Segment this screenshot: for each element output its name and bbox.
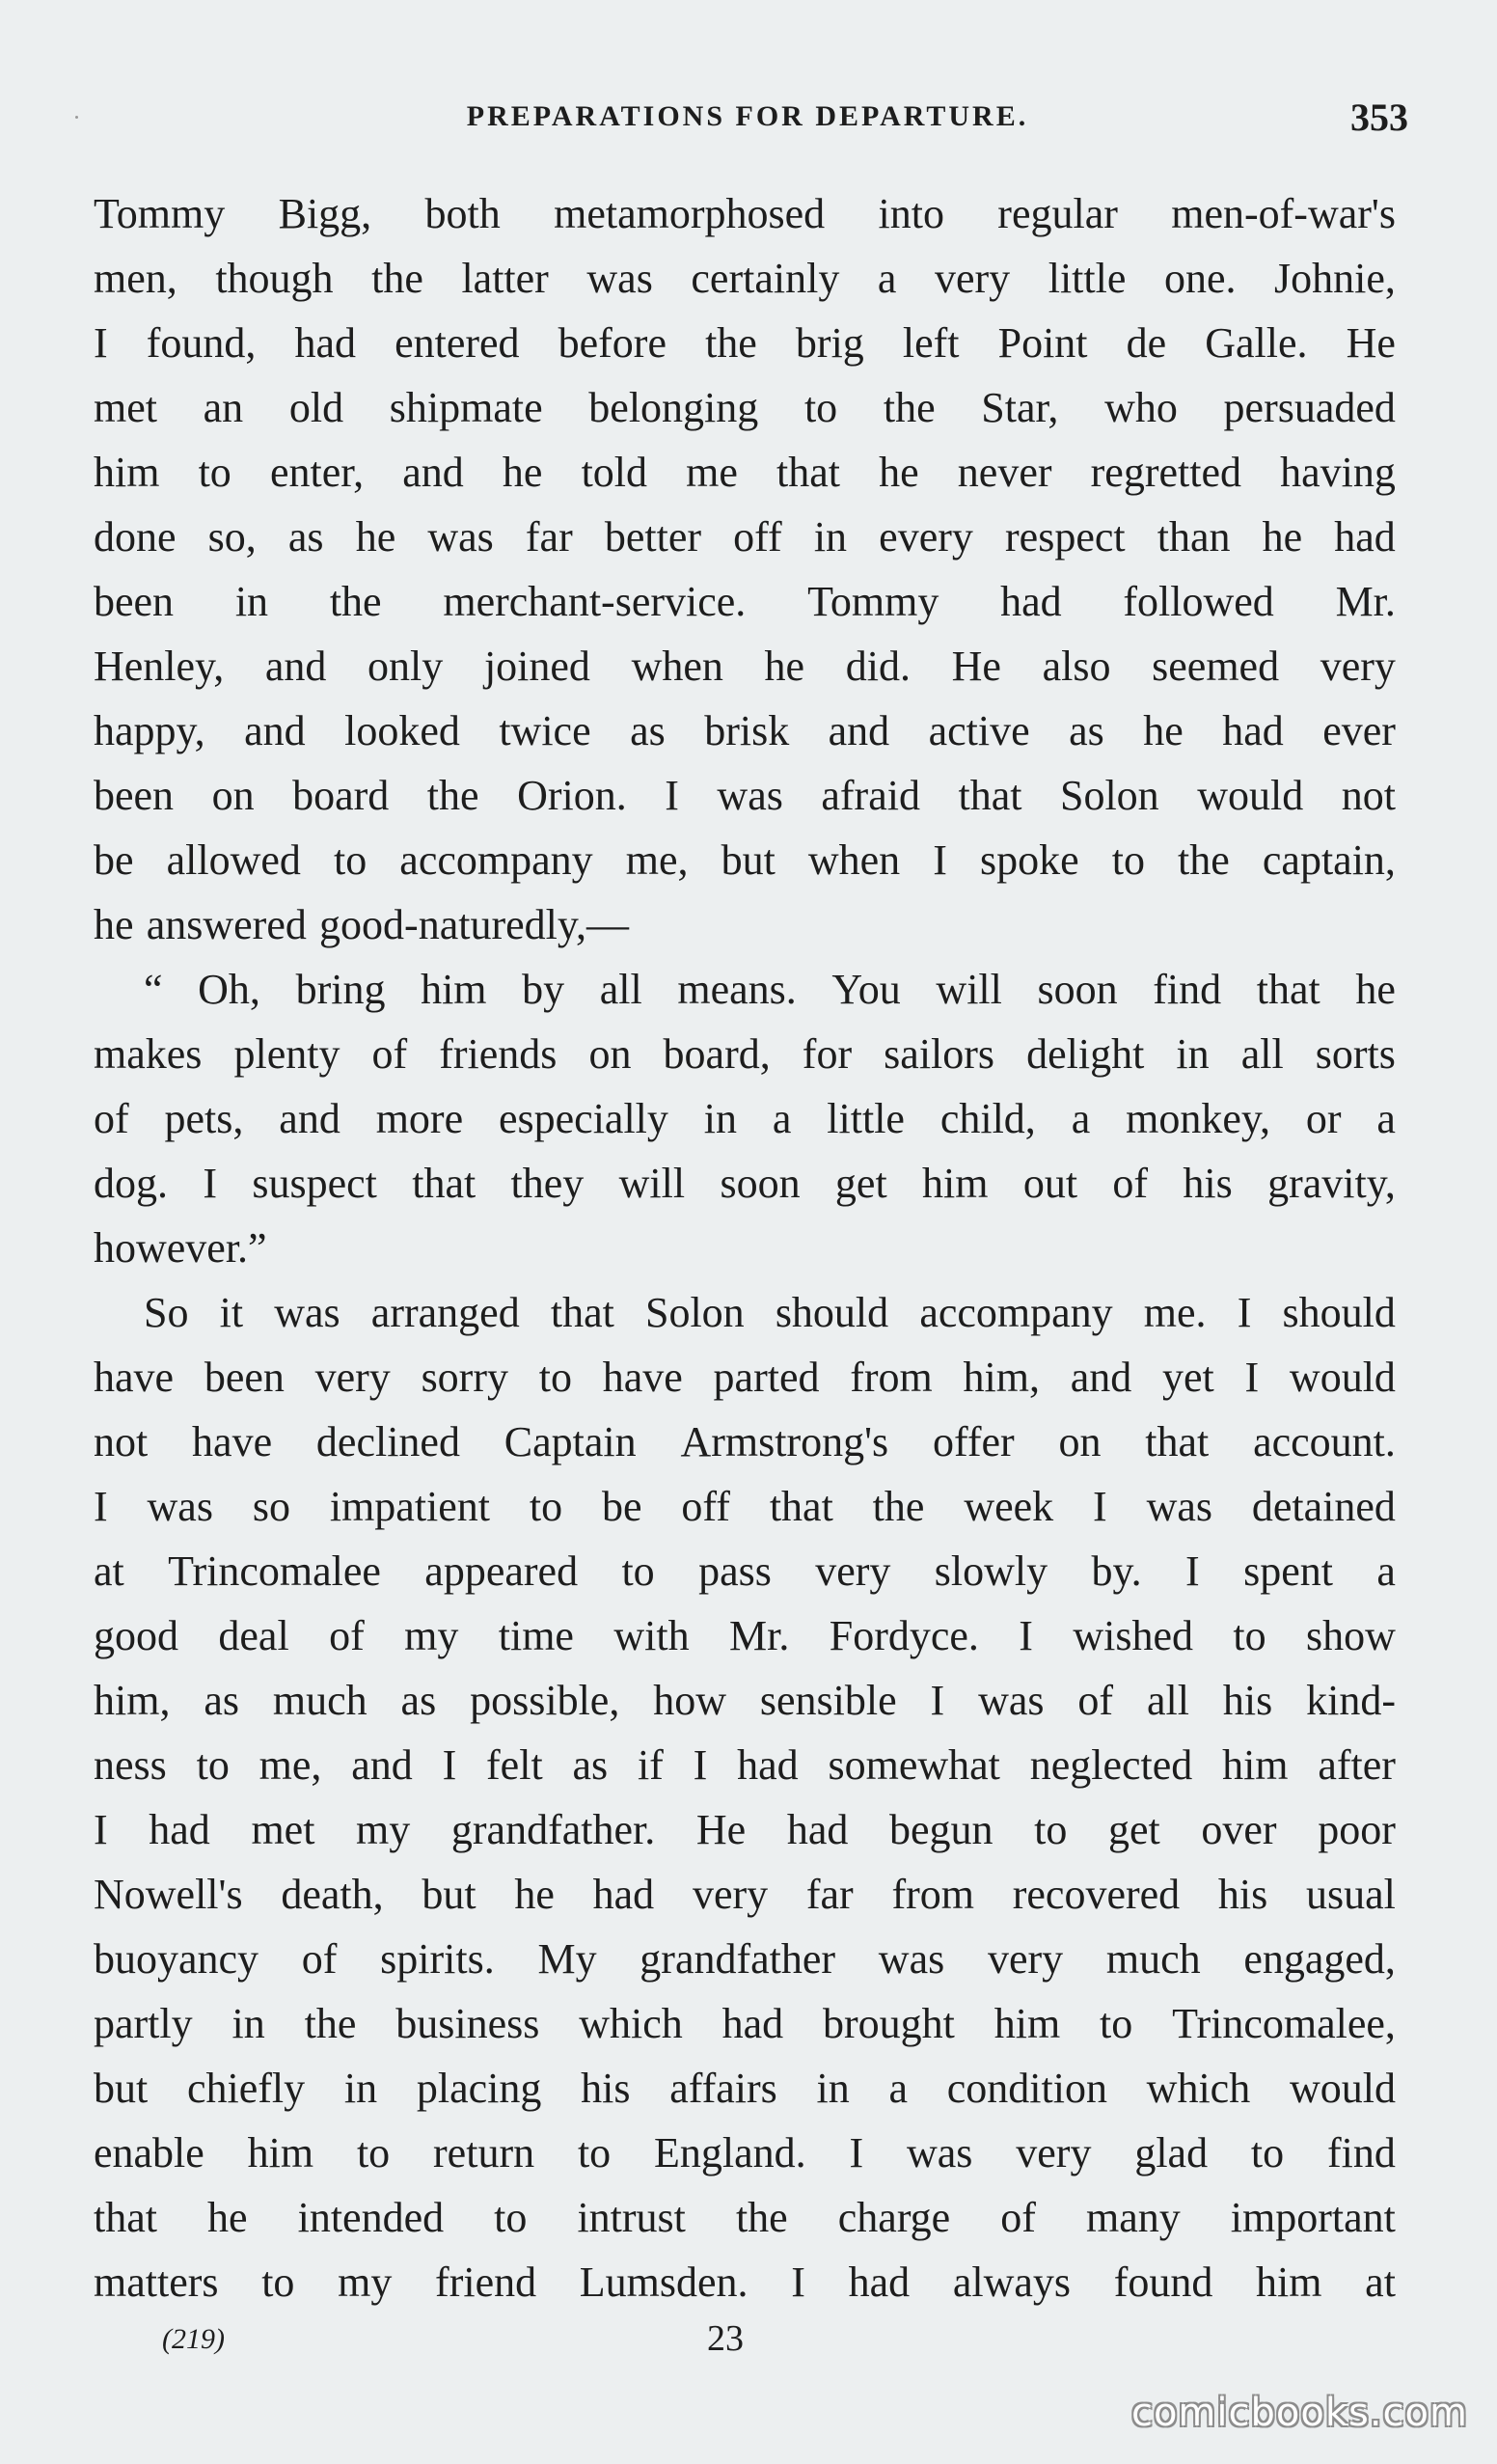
text-line: him, as much as possible, how sensible I was of all his kind- <box>94 1677 1396 1724</box>
printer-signature: (219) <box>162 2323 225 2355</box>
text-line: done so, as he was far better off in every respect than he had <box>94 513 1396 561</box>
text-line: matters to my friend Lumsden. I had always found him at <box>94 2259 1396 2306</box>
body-text <box>94 181 1396 2314</box>
page-footer <box>162 2317 1127 2366</box>
text-line: I found, had entered before the brig left Point de Galle. He <box>94 319 1396 367</box>
text-line: good deal of my time with Mr. Fordyce. I wished to show <box>94 1612 1396 1659</box>
page-number: 353 <box>1350 96 1408 139</box>
text-line: been on board the Orion. I was afraid that Solon would not <box>94 772 1396 819</box>
text-line: happy, and looked twice as brisk and active as he had ever <box>94 707 1396 754</box>
text-line: however.” <box>94 1224 267 1272</box>
text-line: be allowed to accompany me, but when I spoke to the captain, <box>94 836 1396 884</box>
text-line: makes plenty of friends on board, for sailors delight in all sorts <box>94 1030 1396 1078</box>
text-line: I had met my grandfather. He had begun to get over poor <box>94 1806 1396 1853</box>
text-line: but chiefly in placing his affairs in a condition which would <box>94 2065 1396 2112</box>
running-title: PREPARATIONS FOR DEPARTURE. <box>466 100 1029 132</box>
text-line: enable him to return to England. I was very glad to find <box>94 2129 1396 2177</box>
text-line: So it was arranged that Solon should accompany me. I should <box>144 1289 1396 1336</box>
text-line: Henley, and only joined when he did. He also seemed very <box>94 643 1396 690</box>
text-line: buoyancy of spirits. My grandfather was very much engaged, <box>94 1935 1396 1983</box>
text-line: Tommy Bigg, both metamorphosed into regular men-of-war's <box>94 190 1396 237</box>
text-line: of pets, and more especially in a little child, a monkey, or a <box>94 1095 1396 1142</box>
text-line: I was so impatient to be off that the week I was detained <box>94 1483 1396 1530</box>
text-line: men, though the latter was certainly a very little one. Johnie, <box>94 255 1396 302</box>
text-line: ness to me, and I felt as if I had somewhat neglected him after <box>94 1741 1396 1789</box>
text-line: have been very sorry to have parted from him, and yet I would <box>94 1354 1396 1401</box>
text-line: met an old shipmate belonging to the Star, who persuaded <box>94 384 1396 431</box>
text-line: dog. I suspect that they will soon get him out of his gravity, <box>94 1160 1396 1207</box>
text-line: Nowell's death, but he had very far from recovered his usual <box>94 1871 1396 1918</box>
speck <box>75 116 78 119</box>
text-line: he answered good-naturedly,— <box>94 901 630 948</box>
text-line: “ Oh, bring him by all means. You will soon find that he <box>144 966 1396 1013</box>
text-line: him to enter, and he told me that he never regretted having <box>94 449 1396 496</box>
text-line: partly in the business which had brought him to Trincomalee, <box>94 2000 1396 2047</box>
signature-mark: 23 <box>707 2318 744 2359</box>
text-line: not have declined Captain Armstrong's offer on that account. <box>94 1418 1396 1465</box>
running-head <box>87 95 1408 143</box>
text-line: that he intended to intrust the charge of many important <box>94 2194 1396 2241</box>
text-line: at Trincomalee appeared to pass very slowly by. I spent a <box>94 1547 1396 1595</box>
text-line: been in the merchant-service. Tommy had followed Mr. <box>94 578 1396 625</box>
watermark: comicbooks.com <box>1130 2391 1468 2435</box>
